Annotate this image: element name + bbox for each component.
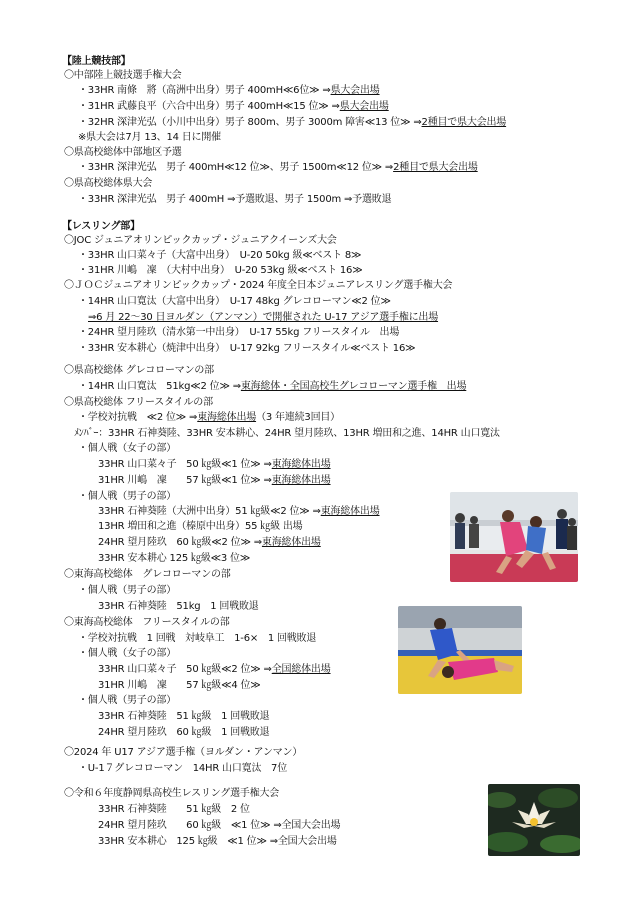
list-item: 〇ＪＯＣジュニアオリンピックカップ・2024 年度全日本ジュニアレスリング選手権大会 [64,280,453,291]
wrestling-match-photo-1 [450,492,578,582]
list-item: ・個人戦（男子の部） [78,585,176,596]
list-item: ・33HR 深津光弘 男子 400mH ⇒予選敗退、男子 1500m ⇒予選敗退 [78,194,392,205]
list-item: ・個人戦（女子の部） [78,443,176,454]
list-item: 31HR 川嶋 凜 57 ㎏級≪4 位≫ [98,680,261,691]
list-item: 〇令和６年度静岡県高校生レスリング選手権大会 [64,788,280,799]
section-heading-track: 【陸上競技部】 [62,56,131,67]
note: ※県大会は7月 13、14 日に開催 [78,132,221,143]
list-item: 33HR 安本耕心 125 ㎏級≪3 位≫ [98,553,251,564]
list-item: ・31HR 武藤良平（六合中出身）男子 400mH≪15 位≫ ⇒県大会出場 [78,101,389,112]
list-item: ・33HR 安本耕心（焼津中出身） U-17 92kg フリースタイル≪ベスト 16≫ [78,343,416,354]
water-lily-graphic [488,784,580,856]
list-item: 〇中部陸上競技選手権大会 [64,70,182,81]
list-item: 33HR 山口菜々子 50 ㎏級≪1 位≫ ⇒東海総体出場 [98,459,331,470]
list-item: 33HR 石神葵陸 51 ㎏級 2 位 [98,804,250,815]
list-item: 〇県高校総体中部地区予選 [64,147,182,158]
list-item: ・32HR 深津光弘（小川中出身）男子 800m、男子 3000m 障害≪13 位≫ ⇒2種目で県大会出場 [78,117,507,128]
section-heading-wrestling: 【レスリング部】 [62,221,140,232]
list-item: ⇒6 月 22～30 日ヨルダン（アンマン）で開催された U-17 アジア選手権に出場 [88,312,439,323]
list-item: ・31HR 川嶋 凜 （大村中出身） U-20 53kg 級≪ベスト 16≫ [78,265,363,276]
list-item: 33HR 山口菜々子 50 ㎏級≪2 位≫ ⇒全国総体出場 [98,664,331,675]
list-item: ・個人戦（男子の部） [78,695,176,706]
list-item: ﾒﾝﾊﾞｰ：33HR 石神葵陸、33HR 安本耕心、24HR 望月陸玖、13HR 増田和之進、14HR 山口寛汰 [74,428,500,439]
list-item: 31HR 川嶋 凜 57 ㎏級≪1 位≫ ⇒東海総体出場 [98,475,331,486]
list-item: 24HR 望月陸玖 60 ㎏級 1 回戦敗退 [98,727,270,738]
list-item: ・24HR 望月陸玖（清水第一中出身） U-17 55kg フリースタイル 出場 [78,327,400,338]
list-item: 〇東海高校総体 グレコローマンの部 [64,569,231,580]
wrestling-photo-1-graphic [450,492,578,582]
list-item: 33HR 石神葵陸 51 ㎏級 1 回戦敗退 [98,711,270,722]
list-item: 〇2024 年 U17 アジア選手権（ヨルダン・アンマン） [64,747,303,758]
list-item: 24HR 望月陸玖 60 ㎏級 ≪1 位≫ ⇒全国大会出場 [98,820,341,831]
list-item: ・個人戦（男子の部） [78,491,176,502]
list-item: 〇県高校総体 フリースタイルの部 [64,397,213,408]
list-item: ・33HR 深津光弘 男子 400mH≪12 位≫、男子 1500m≪12 位≫ ⇒2種目で県大会出場 [78,162,478,173]
list-item: 33HR 安本耕心 125 ㎏級 ≪1 位≫ ⇒全国大会出場 [98,836,337,847]
list-item: 24HR 望月陸玖 60 ㎏級≪2 位≫ ⇒東海総体出場 [98,537,321,548]
list-item: ・33HR 南條 將（高洲中出身）男子 400mH≪6位≫ ⇒県大会出場 [78,85,380,96]
list-item: 〇県高校総体県大会 [64,178,153,189]
list-item: ・個人戦（女子の部） [78,648,176,659]
list-item: ・33HR 山口菜々子（大富中出身） U-20 50kg 級≪ベスト 8≫ [78,250,362,261]
list-item: 〇県高校総体 グレコローマンの部 [64,365,214,376]
list-item: 〇東海高校総体 フリースタイルの部 [64,617,230,628]
list-item: ・14HR 山口寛汰 51kg≪2 位≫ ⇒東海総体・全国高校生グレコローマン選手権 出場 [78,381,467,392]
water-lily-photo [488,784,580,856]
list-item: ・14HR 山口寛汰（大富中出身） U-17 48kg グレコローマン≪2 位≫ [78,296,391,307]
list-item: 33HR 石神葵陸（大洲中出身）51 ㎏級≪2 位≫ ⇒東海総体出場 [98,506,380,517]
list-item: ・学校対抗戦 1 回戦 対岐阜工 1-6× 1 回戦敗退 [78,633,317,644]
wrestling-match-photo-2 [398,606,522,694]
list-item: ・学校対抗戦 ≪2 位≫ ⇒東海総体出場（3 年連続3回目） [78,412,340,423]
list-item: 33HR 石神葵陸 51kg 1 回戦敗退 [98,601,259,612]
list-item: 13HR 増田和之進（榛原中出身）55 ㎏級 出場 [98,521,303,532]
wrestling-photo-2-graphic [398,606,522,694]
list-item: ・U-1７グレコローマン 14HR 山口寛汰 7位 [78,763,288,774]
list-item: 〇JOC ジュニアオリンピックカップ・ジュニアクイーンズ大会 [64,235,337,246]
